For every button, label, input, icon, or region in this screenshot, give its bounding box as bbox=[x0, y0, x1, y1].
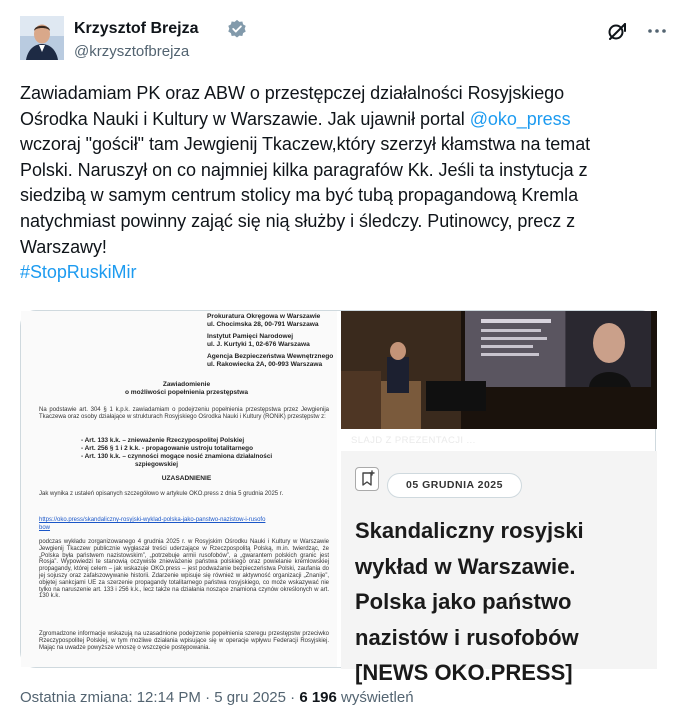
doc-body: podczas wykładu zorganizowanego 4 grudnia 2025 r. w Rosyjskim Ośrodku Nauki i Kultury w Warszawie Jewgienij Tkaczew publicznie wygłaszał treści uderzające w Rzeczpospolitą Polską, m.in. twierdząc, że „Polska była państwem nazistowskim”, „potrzebuje armii rusofobów”, a „gwarantem polskich granic jest Rosja”. Wypowiedzi te stanowią oczywiste znieważenie państwa polskiego oraz powielanie kremlowskiej propagandy, której celem – jak wskazuje OKO.press – jest podważanie bezpieczeństwa Polski, zaufania do jej sojuszy oraz zafałszowywanie historii. Zdarzenie wpisuje się również w aktywność organizacji „Znanije”, objętej sankcjami UE za szerzenie propagandy totalitarnego państwa rosyjskiego, co może wskazywać nie tylko na naruszenie art. 133 i 256 k.k., lecz także na działania noszące znamiona czynów określonych w art. 130 k.k. bbox=[39, 539, 329, 600]
article-title-line: [NEWS OKO.PRESS] bbox=[355, 660, 573, 686]
article-title bbox=[355, 513, 645, 691]
more-icon[interactable] bbox=[646, 20, 668, 42]
doc-reason: Jak wynika z ustaleń opisanych szczegółowo w artykule OKO.press z dnia 5 grudnia 2025 r. bbox=[39, 491, 284, 497]
doc-address-line: Instytut Pamięci Narodowej bbox=[207, 333, 294, 340]
article-title-line: nazistów i rusofobów bbox=[355, 624, 579, 650]
lecture-photo[interactable] bbox=[341, 311, 657, 429]
views-label: wyświetleń bbox=[336, 689, 414, 706]
tweet-line: siedzibą w samym centrum stolicy ma być tubą propagandową Kremla bbox=[20, 185, 579, 206]
tweet-text bbox=[20, 81, 668, 286]
tweet-header bbox=[20, 16, 670, 72]
doc-bullet: szpiegowskiej bbox=[135, 461, 178, 468]
slide-caption: SLAJD Z PREZENTACJI ... bbox=[351, 435, 476, 446]
doc-body: Zgromadzone informacje wskazują na uzasadnione podejrzenie popełnienia szeregu przestępstw przeciwko Rzeczypospolitej Polskiej, w tym możliwe działania wpisujące się w operacje wpływu Federacji Rosyjskiej. Mając na uwadze powyższe wnoszę o wszczęcie postępowania. bbox=[39, 631, 329, 651]
media-grid bbox=[20, 310, 656, 686]
author-name[interactable]: Krzysztof Brejza bbox=[74, 20, 199, 37]
tweet-line: Polski. Naruszył on co najmniej kilka paragrafów Kk. Jeśli ta instytucja z bbox=[20, 159, 588, 180]
avatar[interactable] bbox=[20, 16, 64, 60]
author-handle[interactable]: @krzysztofbrejza bbox=[74, 43, 190, 60]
tweet-line: natychmiast powinny zająć się nią służby i śledczy. Putinowcy, precz z bbox=[20, 210, 576, 231]
article-title-line: wykład w Warszawie. bbox=[355, 553, 576, 579]
doc-heading: Zawiadomienie bbox=[162, 381, 211, 388]
doc-bullet: - Art. 133 k.k. – znieważenie Rzeczypospolitej Polskiej bbox=[81, 437, 245, 444]
tweet-line bbox=[20, 107, 668, 133]
doc-address-line: ul. J. Kurtyki 1, 02-676 Warszawa bbox=[207, 341, 310, 348]
mention-link[interactable]: @oko_press bbox=[469, 108, 571, 129]
tweet-line: Zawiadamiam PK oraz ABW o przestępczej działalności Rosyjskiego bbox=[20, 83, 565, 103]
article-date: 05 GRUDNIA 2025 bbox=[387, 473, 522, 498]
doc-link: https://oko.press/skandaliczny-rosyjski-wyklad-polska-jako-panstwo-nazistow-i-rusofo bbox=[39, 517, 266, 523]
doc-address-line: Prokuratura Okręgowa w Warszawie bbox=[207, 313, 321, 320]
tweet-meta bbox=[20, 689, 414, 706]
doc-bullet: - Art. 130 k.k. – czynności mogące nosić znamiona działalności bbox=[81, 453, 273, 460]
tweet-line: wczoraj "gościł" tam Jewgienij Tkaczew,który szerzył kłamstwa na temat bbox=[20, 134, 591, 155]
doc-bullet: - Art. 256 § 1 i 2 k.k. - propagowanie ustroju totalitarnego bbox=[81, 445, 253, 452]
doc-address-line: ul. Rakowiecka 2A, 00-993 Warszawa bbox=[207, 361, 323, 368]
doc-address-line: ul. Chocimska 28, 00-791 Warszawa bbox=[207, 321, 319, 328]
tweet-line-text: Ośrodka Nauki i Kultury w Warszawie. Jak ujawnił portal bbox=[20, 108, 470, 129]
hashtag-link[interactable]: #StopRuskiMir bbox=[20, 262, 137, 283]
doc-section-heading: UZASADNIENIE bbox=[161, 475, 212, 482]
doc-subheading: o możliwości popełnienia przestępstwa bbox=[124, 389, 249, 396]
edited-timestamp[interactable]: Ostatnia zmiana: 12:14 PM · 5 gru 2025 · bbox=[20, 689, 300, 706]
doc-link: bow bbox=[39, 525, 51, 531]
doc-intro: Na podstawie art. 304 § 1 k.p.k. zawiadamiam o podejrzeniu popełnienia przestępstwa przez Jewgienija Tkaczewa oraz osoby działające w strukturach Rosyjskiego Ośrodka Nauki i Kultury (RONiK) przestępstw z: bbox=[39, 407, 329, 420]
article-title-line: Skandaliczny rosyjski bbox=[355, 518, 584, 543]
views-count: 6 196 bbox=[299, 689, 337, 706]
tweet-line: Warszawy! bbox=[20, 236, 107, 257]
document-image[interactable] bbox=[21, 311, 339, 667]
doc-address-line: Agencja Bezpieczeństwa Wewnętrznego bbox=[207, 353, 334, 360]
verified-badge-icon bbox=[227, 19, 247, 39]
article-card[interactable] bbox=[341, 451, 657, 686]
article-title-line: Polska jako państwo bbox=[355, 589, 572, 615]
bookmark-icon[interactable] bbox=[355, 467, 379, 491]
grok-icon[interactable] bbox=[606, 20, 628, 42]
